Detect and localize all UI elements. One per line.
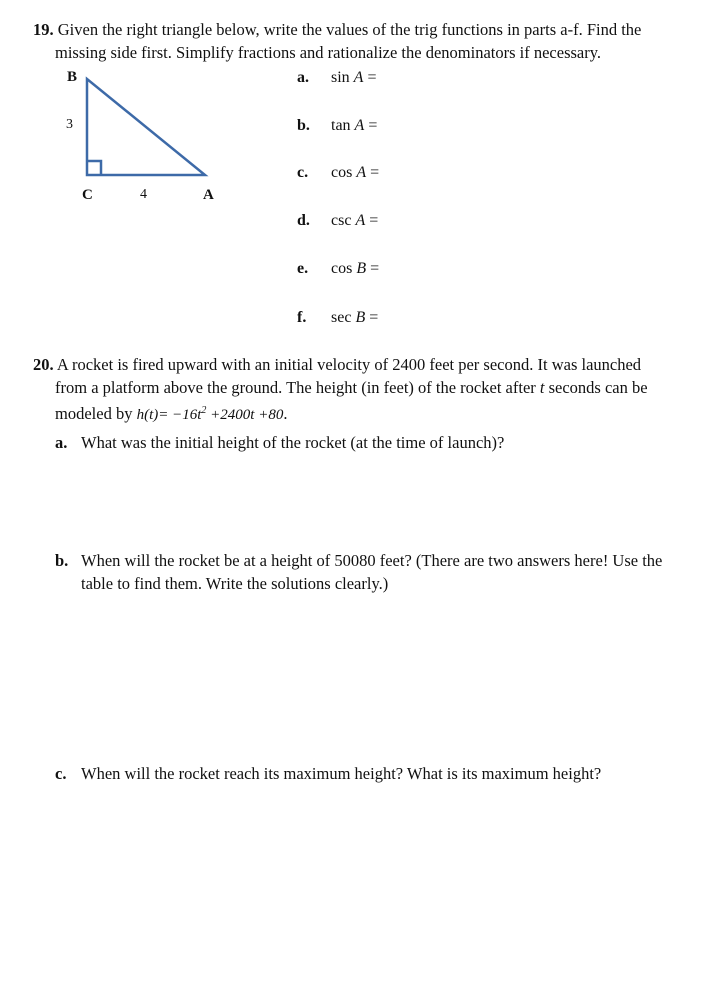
- vertex-a-label: A: [203, 187, 214, 203]
- part-c: c. cos A =: [297, 164, 380, 181]
- triangle-shape: [87, 79, 205, 175]
- q20-line3: modeled by $h(t)= -16t^2 +2400t +80$.: [55, 404, 288, 423]
- part-a: a. sin A =: [297, 69, 377, 86]
- q19-text-1: Given the right triangle below, write the values of the trig functions in parts a-f. Find the: [57, 20, 642, 39]
- part-d: d. csc A =: [297, 212, 379, 229]
- q19-number: 19.: [33, 20, 54, 39]
- vertex-c-label: C: [82, 187, 93, 203]
- side-bc-label: 3: [66, 117, 73, 132]
- q20-part-a: a. What was the initial height of the rocket (at the time of launch)?: [55, 433, 505, 452]
- q19-line2: missing side first. Simplify fractions and rationalize the denominators if necessary.: [55, 43, 602, 62]
- part-f: f. sec B =: [297, 309, 379, 326]
- q20-text-1: A rocket is fired upward with an initial velocity of 2400 feet per second. It was launched: [56, 355, 642, 374]
- q20-part-b-line2: table to find them. Write the solutions clearly.): [81, 574, 389, 593]
- q20-part-b-line1: b. When will the rocket be at a height of 50080 feet? (There are two answers here! Use the: [55, 551, 663, 570]
- formula: $h(t)= -16t^2 +2400t +80$: [136, 405, 284, 423]
- vertex-b-label: B: [67, 69, 78, 85]
- q20-line2: from a platform above the ground. The height (in feet) of the rocket after t seconds can be: [55, 378, 648, 397]
- q20-part-c: c. When will the rocket reach its maximum height? What is its maximum height?: [55, 764, 602, 783]
- right-angle-marker: [87, 161, 101, 175]
- side-ca-label: 4: [140, 187, 147, 202]
- part-e: e. cos B =: [297, 260, 380, 277]
- q20-line1: [33, 354, 641, 376]
- q19-line1: [33, 19, 641, 41]
- part-b: b. tan A =: [297, 117, 378, 134]
- q20-number: 20.: [33, 355, 54, 374]
